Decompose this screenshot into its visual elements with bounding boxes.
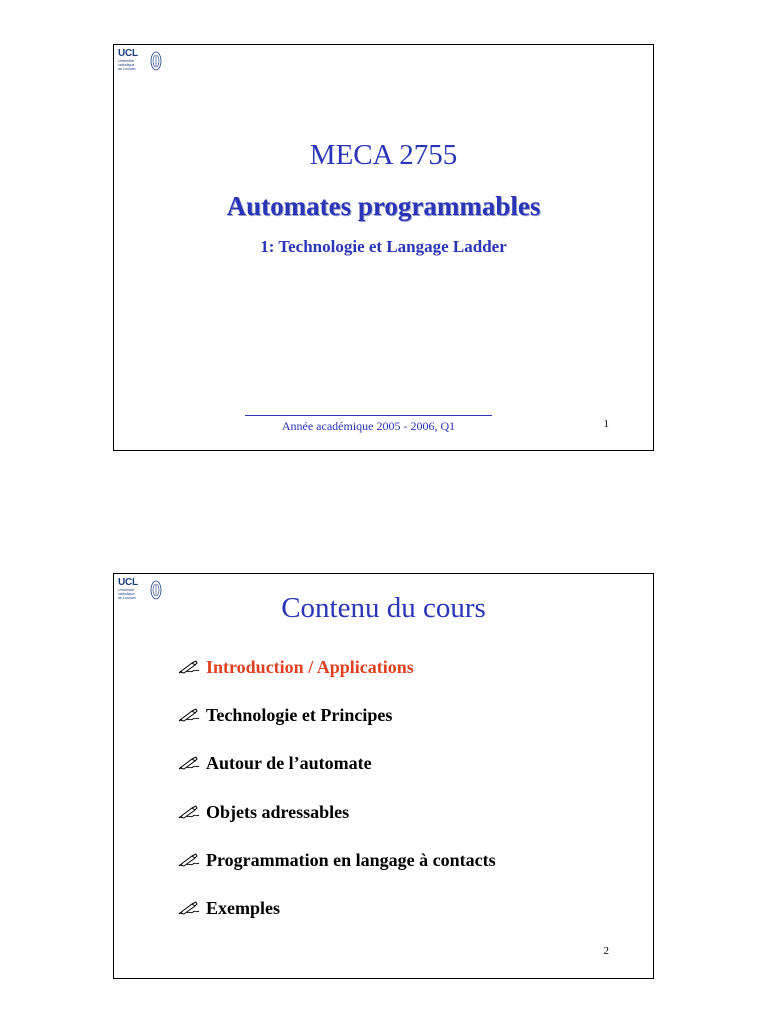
logo-line-1: Université (118, 588, 134, 592)
page-number: 1 (603, 418, 609, 430)
list-item-label: Exemples (206, 897, 280, 918)
footer-academic-year: Année académique 2005 - 2006, Q1 (281, 419, 456, 433)
list-item-label: Technologie et Principes (206, 705, 393, 726)
list-item-label: Programmation en langage à contacts (206, 849, 496, 870)
writing-hand-icon (178, 660, 200, 674)
logo-line-2: catholique (118, 592, 135, 596)
writing-hand-icon (178, 901, 200, 915)
list-item-label: Introduction / Applications (206, 657, 414, 677)
seal-icon (150, 51, 162, 71)
slide-2 (113, 573, 654, 979)
writing-hand-icon (178, 805, 200, 819)
list-item-label: Autour de l’automate (206, 753, 372, 774)
logo-line-3: de Louvain (118, 67, 136, 71)
slide-1 (113, 44, 654, 451)
slide-title: Automates programmables (226, 191, 541, 221)
writing-hand-icon (178, 853, 200, 867)
list-item-label: Objets adressables (206, 801, 350, 822)
ucl-logo (118, 48, 174, 82)
list-item (178, 897, 496, 945)
list-item (178, 849, 496, 897)
list-item (178, 801, 496, 849)
page-number: 2 (603, 945, 609, 957)
list-item (178, 704, 496, 752)
list-item (178, 656, 496, 704)
slide-subtitle: 1: Technologie et Langage Ladder (260, 237, 507, 256)
logo-brand: UCL (118, 48, 138, 59)
writing-hand-icon (178, 708, 200, 722)
course-contents-list (178, 656, 496, 945)
logo-line-1: Université (118, 59, 134, 63)
logo-line-3: de Louvain (118, 596, 136, 600)
writing-hand-icon (178, 756, 200, 770)
footer-divider (245, 415, 492, 416)
logo-line-2: catholique (118, 63, 135, 67)
course-code: MECA 2755 (309, 139, 458, 171)
list-item (178, 752, 496, 800)
logo-brand: UCL (118, 577, 138, 588)
slide-title: Contenu du cours (281, 592, 486, 624)
